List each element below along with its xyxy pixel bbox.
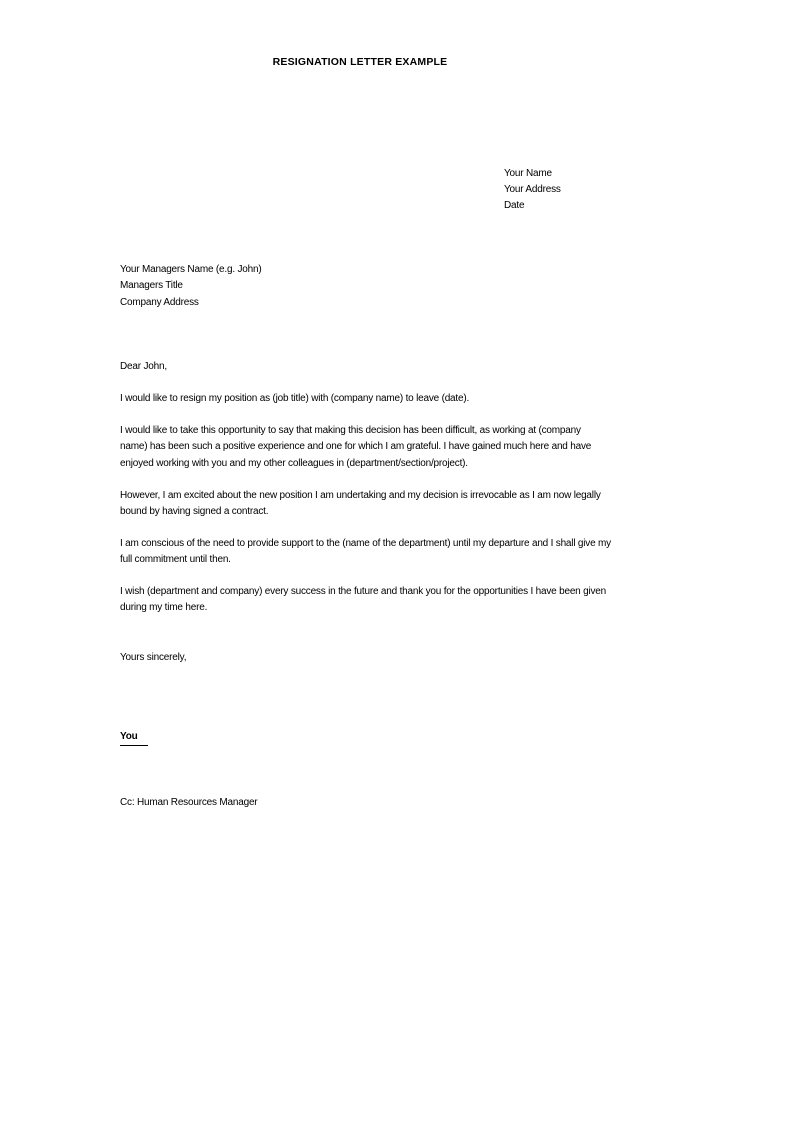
closing: Yours sincerely, [120,652,187,663]
paragraph-line: I wish (department and company) every success in the future and thank you for the opportunities I have been given [120,586,607,597]
recipient-manager-name: Your Managers Name (e.g. John) [120,264,262,275]
sender-date: Date [504,200,525,211]
body-paragraph [120,536,640,569]
paragraph-line: name) has been such a positive experience and one for which I am grateful. I have gained much here and have [120,441,592,453]
recipient-company-address: Company Address [120,296,199,308]
paragraph-line: I would like to take this opportunity to say that making this decision has been difficult, as working at (company [120,425,581,436]
cc-line: Cc: Human Resources Manager [120,797,258,808]
paragraph-line: during my time here. [120,602,208,614]
recipient-block [120,262,262,311]
paragraph-line: However, I am excited about the new position I am undertaking and my decision is irrevocable as I am now legally [120,490,601,501]
body-paragraph [120,584,640,617]
letter-title: RESIGNATION LETTER EXAMPLE [272,56,448,68]
signature-block [120,729,148,746]
body-paragraph [120,423,640,472]
paragraph-line: full commitment until then. [120,554,231,566]
recipient-manager-title: Managers Title [120,280,183,292]
paragraph-line: enjoyed working with you and my other colleagues in (department/section/project). [120,457,468,469]
signature-name: You [120,729,148,746]
sender-block [504,166,561,214]
sender-address: Your Address [504,184,561,195]
salutation: Dear John, [120,361,167,372]
body-paragraph [120,488,640,521]
sender-name: Your Name [504,168,552,179]
paragraph-line: I would like to resign my position as (job title) with (company name) to leave (date). [120,393,470,404]
paragraph-line: bound by having signed a contract. [120,506,269,518]
body-paragraph [120,391,640,407]
paragraph-line: I am conscious of the need to provide support to the (name of the department) until my departure and I shall give my [120,538,611,549]
